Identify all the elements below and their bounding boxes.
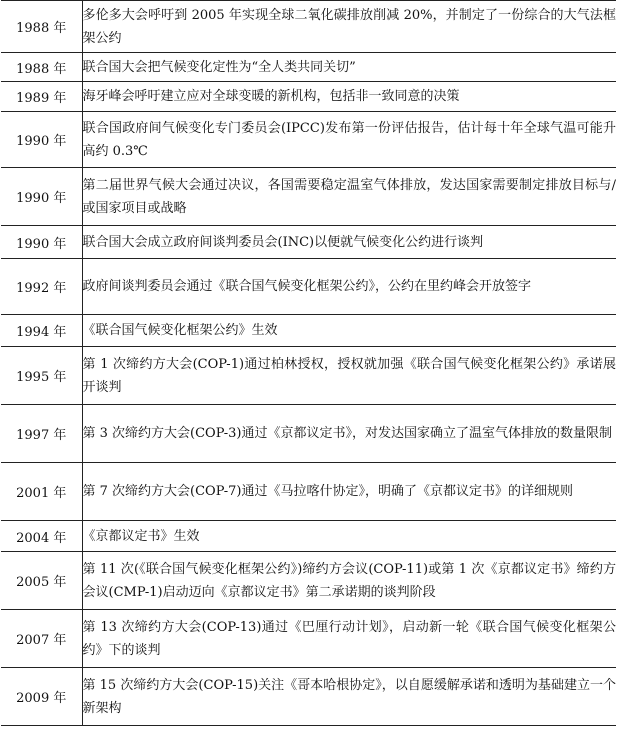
table-row — [1, 53, 616, 82]
year-cell: 2001 年 — [1, 463, 82, 521]
year-cell: 1995 年 — [1, 347, 82, 405]
event-cell: 联合国政府间气候变化专门委员会(IPCC)发布第一份评估报告，估计每十年全球气温可能升高约 0.3℃ — [82, 120, 616, 159]
event-cell: 第 13 次缔约方大会(COP-13)通过《巴厘行动计划》，启动新一轮《联合国气候变化框架公约》下的谈判 — [82, 619, 616, 658]
event-cell: 《京都议定书》生效 — [82, 528, 200, 544]
year-cell: 2009 年 — [1, 668, 82, 726]
table-row — [1, 82, 616, 112]
year-cell: 1989 年 — [1, 82, 82, 112]
table-row — [1, 610, 616, 668]
year-cell: 1990 年 — [1, 112, 82, 168]
year-cell: 2005 年 — [1, 552, 82, 610]
table-row — [1, 552, 616, 610]
table-row — [1, 112, 616, 168]
climate-timeline-table — [1, 0, 616, 726]
year-cell: 1988 年 — [1, 53, 82, 82]
event-cell: 政府间谈判委员会通过《联合国气候变化框架公约》，公约在里约峰会开放签字 — [82, 279, 532, 294]
event-cell: 第 7 次缔约方大会(COP-7)通过《马拉喀什协定》，明确了《京都议定书》的详细规则 — [82, 484, 573, 499]
event-cell: 多伦多大会呼吁到 2005 年实现全球二氧化碳排放削减 20%，并制定了一份综合的大气法框架公约 — [82, 7, 616, 46]
year-cell: 1988 年 — [1, 1, 82, 53]
table-row — [1, 168, 616, 226]
table-row — [1, 463, 616, 521]
event-cell: 第 15 次缔约方大会(COP-15)关注《哥本哈根协定》，以自愿缓解承诺和透明为基础建立一个新架构 — [82, 677, 616, 716]
event-cell: 第二届世界气候大会通过决议，各国需要稳定温室气体排放，发达国家需要制定排放目标与/或国家项目或战略 — [82, 177, 616, 216]
event-cell: 《联合国气候变化框架公约》生效 — [82, 323, 278, 338]
table-row — [1, 347, 616, 405]
year-cell: 2007 年 — [1, 610, 82, 668]
table-row — [1, 521, 616, 552]
table-row — [1, 1, 616, 53]
table-row — [1, 668, 616, 726]
year-cell: 1997 年 — [1, 405, 82, 463]
year-cell: 1992 年 — [1, 259, 82, 315]
event-cell: 联合国大会成立政府间谈判委员会(INC)以便就气候变化公约进行谈判 — [82, 234, 484, 250]
event-cell: 联合国大会把气候变化定性为“全人类共同关切” — [82, 59, 356, 75]
year-cell: 1994 年 — [1, 315, 82, 347]
year-cell: 1990 年 — [1, 226, 82, 259]
table-row — [1, 315, 616, 347]
table-row — [1, 405, 616, 463]
table-row — [1, 259, 616, 315]
event-cell: 第 11 次(《联合国气候变化框架公约》)缔约方会议(COP-11)或第 1 次《京都议定书》缔约方会议(CMP-1)启动迈向《京都议定书》第二承诺期的谈判阶段 — [82, 561, 616, 600]
event-cell: 海牙峰会呼吁建立应对全球变暖的新机构，包括非一致同意的决策 — [82, 89, 460, 104]
event-cell: 第 1 次缔约方大会(COP-1)通过柏林授权，授权就加强《联合国气候变化框架公约》承诺展开谈判 — [82, 356, 616, 395]
year-cell: 1990 年 — [1, 168, 82, 226]
year-cell: 2004 年 — [1, 521, 82, 552]
event-cell: 第 3 次缔约方大会(COP-3)通过《京都议定书》，对发达国家确立了温室气体排放的数量限制 — [82, 426, 612, 441]
table-row — [1, 226, 616, 259]
